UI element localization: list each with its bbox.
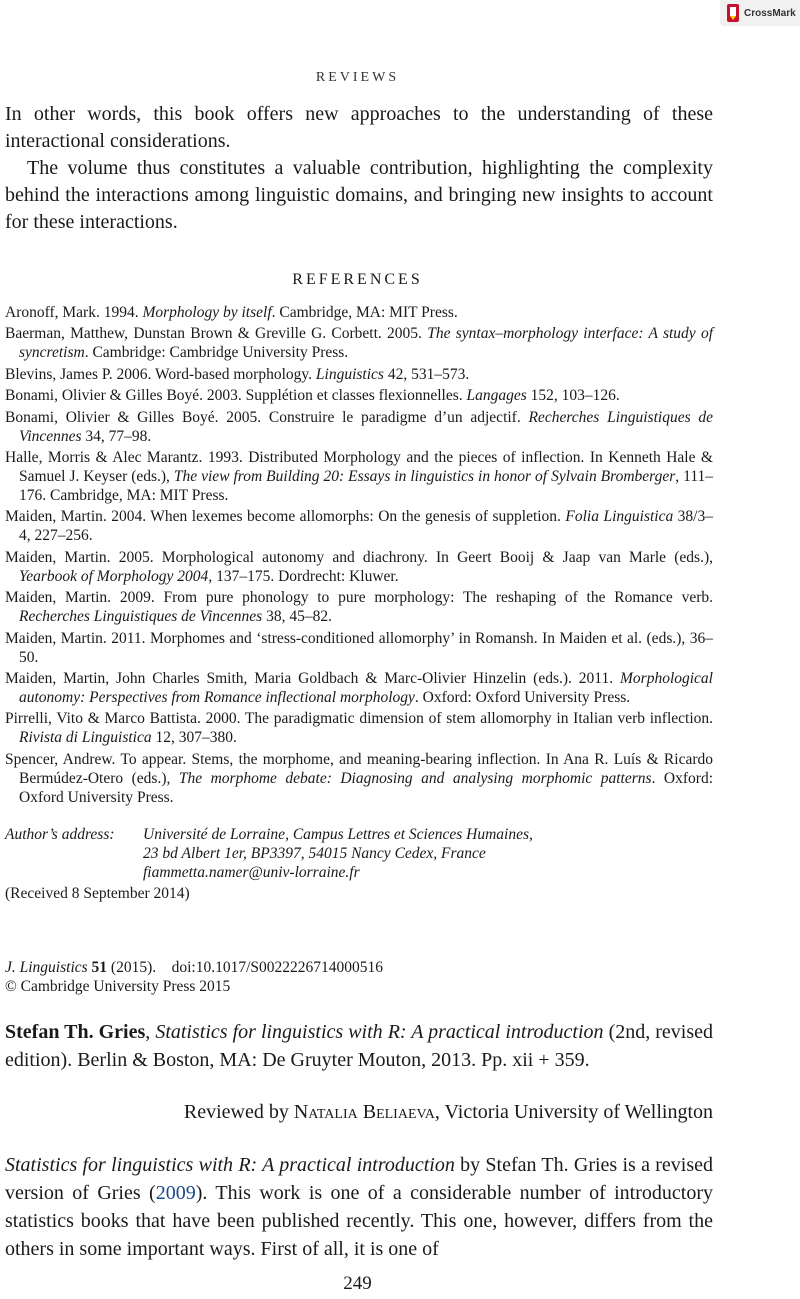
reference-text: Maiden, Martin, John Charles Smith, Maria Goldbach & Marc-Olivier Hinzelin (eds.). 2011. [5, 669, 620, 687]
reference-entry [5, 408, 713, 446]
reference-entry [5, 303, 713, 322]
crossmark-icon [726, 3, 740, 23]
reference-title: Folia Linguistica [565, 508, 674, 526]
copyright-line: © Cambridge University Press 2015 [5, 978, 231, 995]
reference-text-tail: . Cambridge: Cambridge University Press. [84, 344, 349, 362]
journal-year: (2015). [110, 959, 157, 976]
reference-entry [5, 365, 713, 384]
reference-text: Halle, Morris & Alec Marantz. 1993. Distributed Morphology and the pieces of inflection. In Kenneth Hale & Samuel J. Keyser (eds.), [5, 448, 713, 485]
reference-text-tail: . Oxford: Oxford University Press. [414, 688, 631, 706]
received-date: (Received 8 September 2014) [5, 885, 190, 902]
reference-entry [5, 669, 713, 707]
reference-text: Bonami, Olivier & Gilles Boyé. 2005. Construire le paradigme d’un adjectif. [5, 408, 529, 426]
book-author: Stefan Th. Gries [5, 1021, 146, 1043]
reference-text-tail: 152, 103–126. [526, 387, 620, 405]
reference-title: Yearbook of Morphology 2004 [19, 567, 209, 585]
author-address-line-1: Université de Lorraine, Campus Lettres et Sciences Humaines, [143, 826, 533, 843]
reference-title: Recherches Linguistiques de Vincennes [19, 408, 713, 445]
review-body [5, 1151, 713, 1263]
reference-entry [5, 448, 713, 505]
reference-text-tail: 42, 531–573. [383, 365, 470, 383]
review-body-title: Statistics for linguistics with R: A practical introduction [5, 1154, 455, 1176]
reference-entry [5, 386, 713, 405]
reference-text-tail: 34, 77–98. [81, 427, 152, 445]
reference-text-tail: 38/3–4, 227–256. [19, 508, 713, 545]
reference-entry [5, 507, 713, 545]
review-body-text-1: by Stefan Th. Gries is a revised version of Gries ( [5, 1154, 713, 1204]
reference-text-tail: . Oxford: Oxford University Press. [19, 769, 713, 806]
intro-text [5, 101, 713, 236]
reference-title: Rivista di Linguistica [19, 729, 152, 747]
reference-text: Spencer, Andrew. To appear. Stems, the morphome, and meaning-bearing inflection. In Ana R. Luís & Ricardo Bermúdez-Otero (eds.), [5, 750, 713, 787]
book-title: Statistics for linguistics with R: A practical introduction [155, 1021, 604, 1043]
reference-text: Maiden, Martin. 2009. From pure phonology to pure morphology: The reshaping of the Romance verb. [5, 589, 713, 607]
review-heading [5, 1018, 713, 1074]
reference-text: Maiden, Martin. 2011. Morphomes and ‘stress-conditioned allomorphy’ in Romansh. In Maiden et al. (eds.), 36–50. [5, 629, 713, 666]
reference-text-tail: 38, 45–82. [262, 608, 332, 626]
reference-text-tail: , 111–176. Cambridge, MA: MIT Press. [19, 467, 713, 504]
reference-text: Maiden, Martin. 2005. Morphological autonomy and diachrony. In Geert Booij & Jaap van Marle (eds.), [5, 548, 713, 566]
references-list [5, 303, 713, 809]
reference-text: Bonami, Olivier & Gilles Boyé. 2003. Supplétion et classes flexionnelles. [5, 387, 467, 405]
reference-entry [5, 324, 713, 362]
running-head: REVIEWS [315, 70, 400, 85]
reference-title: The view from Building 20: Essays in linguistics in honor of Sylvain Bromberger [173, 467, 676, 485]
reference-title: The syntax–morphology interface: A study of syncretism [19, 325, 714, 362]
intro-paragraph-2: The volume thus constitutes a valuable contribution, highlighting the complexity behind the interactions among linguistic domains, and bringing new insights to account for these interactions. [5, 157, 713, 233]
author-email-link[interactable]: fiammetta.namer@univ-lorraine.fr [143, 864, 360, 881]
doi-link[interactable]: doi:10.1017/S0022226714000516 [171, 959, 384, 976]
reference-title: Morphological autonomy: Perspectives from Romance inflectional morphology [19, 669, 713, 706]
reference-text: Baerman, Matthew, Dunstan Brown & Greville G. Corbett. 2005. [5, 325, 428, 343]
reference-entry [5, 750, 713, 807]
reference-text-tail: , 137–175. Dordrecht: Kluwer. [208, 567, 399, 585]
intro-paragraph-1: In other words, this book offers new approaches to the understanding of these interactional considerations. [5, 103, 713, 152]
reference-text-tail: . Cambridge, MA: MIT Press. [271, 304, 458, 321]
page-number: 249 [343, 1273, 372, 1294]
reviewer-affiliation: , Victoria University of Wellington [434, 1101, 713, 1123]
author-address-block [5, 825, 713, 903]
reviewer-line [184, 1098, 713, 1126]
reference-text: Pirrelli, Vito & Marco Battista. 2000. The paradigmatic dimension of stem allomorphy in Italian verb inflection. [5, 710, 713, 728]
reference-entry [5, 709, 713, 747]
references-heading: REFERENCES [292, 271, 423, 288]
crossmark-label: CrossMark [744, 7, 796, 19]
reference-title: Morphology by itself [142, 304, 272, 321]
reference-entry [5, 548, 713, 586]
review-body-text-2: ). This work is one of a considerable number of introductory statistics books that have been published recently. This one, however, differs from the others in some important ways. First of all, it is one of [5, 1182, 713, 1260]
author-address-line-2: 23 bd Albert 1er, BP3397, 54015 Nancy Cedex, France [143, 845, 486, 862]
reference-text: Aronoff, Mark. 1994. [5, 304, 143, 321]
reference-text: Maiden, Martin. 2004. When lexemes become allomorphs: On the genesis of suppletion. [5, 508, 566, 526]
crossmark-badge[interactable] [720, 0, 800, 26]
journal-info [5, 958, 383, 996]
reference-entry [5, 629, 713, 667]
heading-comma: , [145, 1021, 156, 1043]
reference-title: Linguistics [315, 365, 384, 383]
reference-title: The morphome debate: Diagnosing and analysing morphomic patterns [178, 769, 652, 787]
book-details: (2nd, revised edition). Berlin & Boston, MA: De Gruyter Mouton, 2013. Pp. xii + 359. [5, 1021, 714, 1071]
citation-link[interactable]: 2009 [155, 1182, 196, 1204]
reference-text: Blevins, James P. 2006. Word-based morphology. [5, 365, 316, 383]
reference-title: Recherches Linguistiques de Vincennes [19, 608, 263, 626]
author-address-label: Author’s address: [5, 826, 115, 843]
journal-volume: 51 [91, 959, 108, 976]
reviewed-by-label: Reviewed by [183, 1101, 294, 1123]
journal-name: J. Linguistics [5, 959, 88, 976]
reference-text-tail: 12, 307–380. [151, 729, 237, 747]
reference-title: Langages [466, 387, 527, 405]
reference-entry [5, 588, 713, 626]
reviewer-name: Natalia Beliaeva [293, 1101, 435, 1123]
